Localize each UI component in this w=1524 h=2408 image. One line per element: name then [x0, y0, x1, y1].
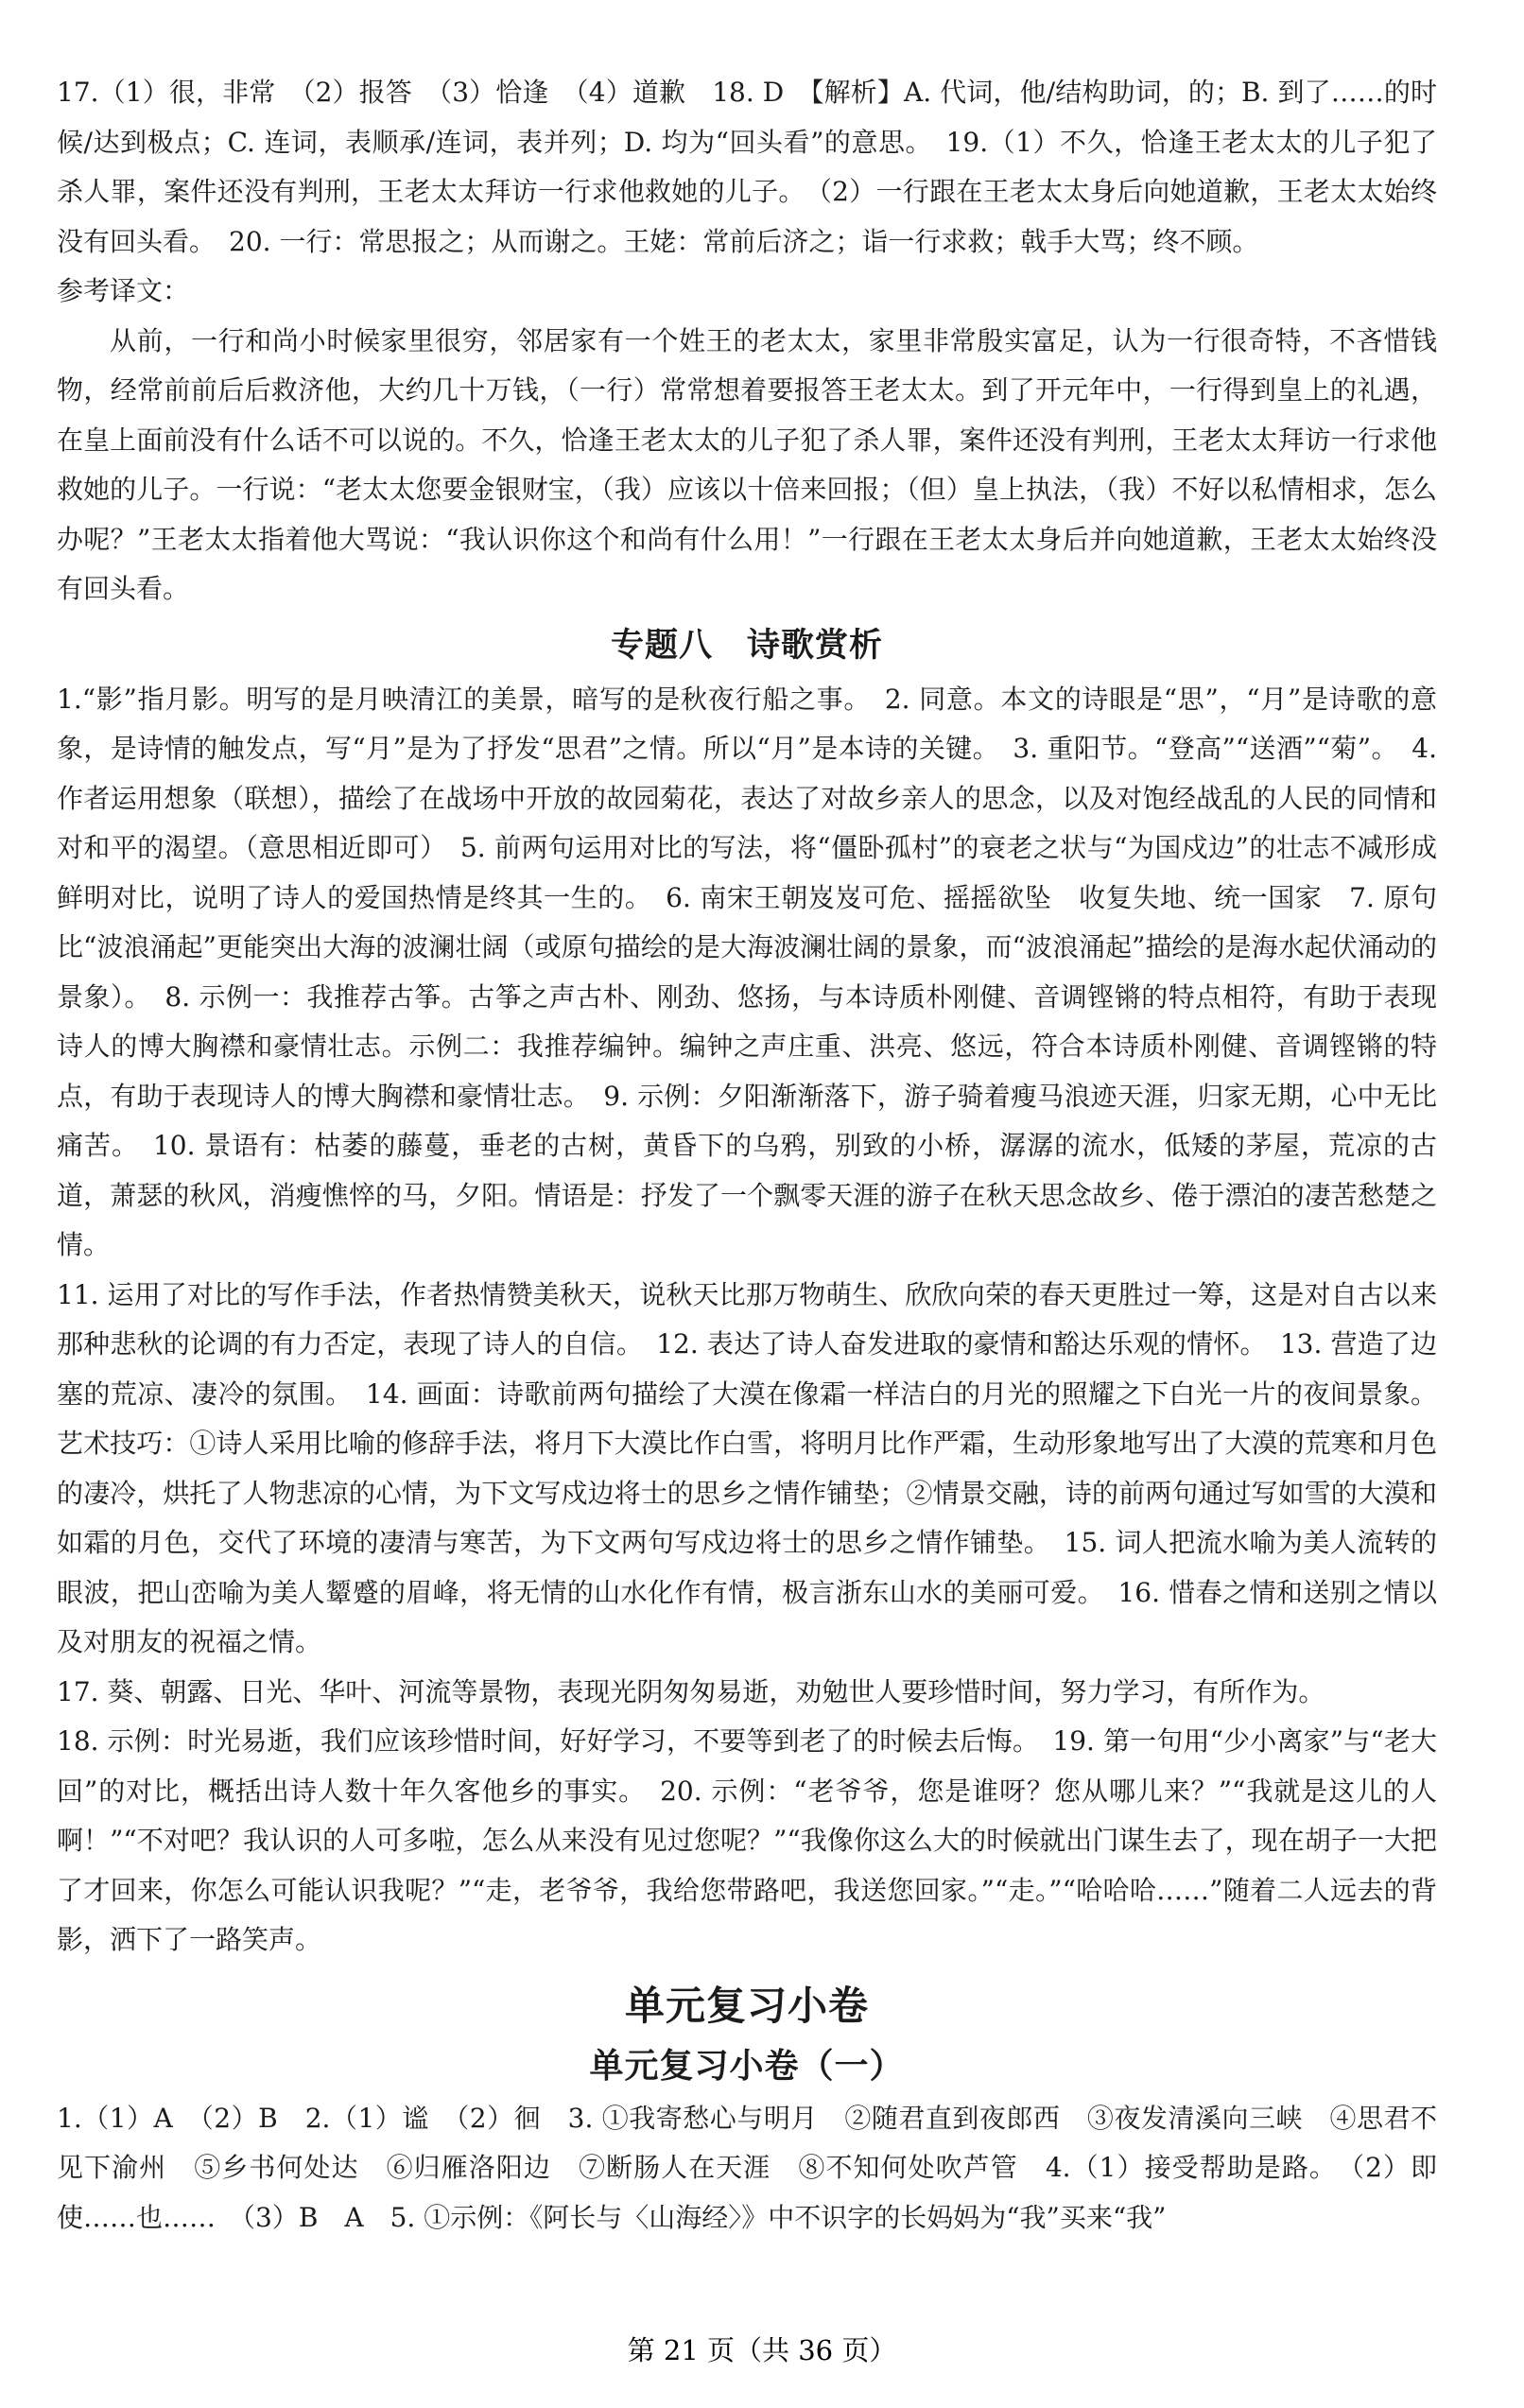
page-number: 第 21 页（共 36 页） [627, 2334, 897, 2366]
poetry-answers-18-20: 18. 示例：时光易逝，我们应该珍惜时间，好好学习，不要等到老了的时候去后悔。 19. 第一句用“少小离家”与“老大回”的对比，概括出诗人数十年久客他乡的事实。 20. 示例：“老爷爷，您是谁呀？您从哪儿来？”“我就是这儿的人啊！”“不对吧？我认识的人可多啦，怎么从来没有见过您呢？”“我像你这么大的时候就出门谋生去了，现在胡子一大把了才回来，你怎么可能认识我呢？”“走，老爷爷，我给您带路吧，我送您回家。”“走。”“哈哈哈……”随着二人远去的背影，洒下了一路笑声。 [57, 1725, 1437, 1955]
section-title-poetry: 专题八 诗歌赏析 [610, 626, 883, 665]
poetry-answers-11-16: 11. 运用了对比的写作手法，作者热情赞美秋天，说秋天比那万物萌生、欣欣向荣的春天更胜过一筹，这是对自古以来那种悲秋的论调的有力否定，表现了诗人的自信。 12. 表达了诗人奋发进取的豪情和豁达乐观的情怀。 13. 营造了边塞的荒凉、凄冷的氛围。 14. 画面：诗歌前两句描绘了大漠在像霜一样洁白的月光的照耀之下白光一片的夜间景象。艺术技巧：①诗人采用比喻的修辞手法，将月下大漠比作白雪，将明月比作严霜，生动形象地写出了大漠的荒寒和月色的凄冷，烘托了人物悲凉的心情，为下文写戍边将士的思乡之情作铺垫；②情景交融，诗的前两句通过写如雪的大漠和如霜的月色，交代了环境的凄清与寒苦，为下文两句写戍边将士的思乡之情作铺垫。 15. 词人把流水喻为美人流转的眼波，把山峦喻为美人颦蹙的眉峰，将无情的山水化作有情，极言浙东山水的美丽可爱。 16. 惜春之情和送别之情以及对朋友的祝福之情。 [57, 1278, 1437, 1657]
unit-review-answers: 1.（1）A （2）B 2.（1）谧 （2）徊 3. ①我寄愁心与明月 ②随君直到夜郎西 ③夜发清溪向三峡 ④思君不见下渝州 ⑤乡书何处达 ⑥归雁洛阳边 ⑦断肠人在天涯 ⑧不知何处吹芦管 4.（1）接受帮助是路。 （2）即使……也…… （3）B A 5. ①示例：《阿长与〈山海经〉》中不识字的长妈妈为“我”买来“我” [57, 2102, 1437, 2233]
answers-q17-20: 17.（1）很，非常 （2）报答 （3）恰逢 （4）道歉 18. D 【解析】A. 代词，他/结构助词，的；B. 到了……的时候/达到极点；C. 连词，表顺承/连词，表并列；D. 均为“回头看”的意思。 19.（1）不久，恰逢王老太太的儿子犯了杀人罪，案件还没有判刑，王老太太拜访一行求他救她的儿子。 （2）一行跟在王老太太身后向她道歉，王老太太始终没有回头看。 20. 一行：常思报之；从而谢之。王姥：常前后济之；诣一行求救；戟手大骂；终不顾。 [57, 77, 1437, 257]
unit-review-title: 单元复习小卷 [624, 1982, 869, 2029]
translation-label: 参考译文： [57, 275, 190, 306]
translation-body: 从前，一行和尚小时候家里很穷，邻居家有一个姓王的老太太，家里非常殷实富足，认为一行很奇特，不吝惜钱物，经常前前后后救济他，大约几十万钱，（一行）常常想着要报答王老太太。到了开元年中，一行得到皇上的礼遇，在皇上面前没有什么话不可以说的。不久，恰逢王老太太的儿子犯了杀人罪，案件还没有判刑，王老太太拜访一行求他救她的儿子。一行说：“老太太您要金银财宝，（我）应该以十倍来回报；（但）皇上执法，（我）不好以私情相求，怎么办呢？”王老太太指着他大骂说：“我认识你这个和尚有什么用！”一行跟在王老太太身后并向她道歉，王老太太始终没有回头看。 [57, 324, 1437, 604]
poetry-answers-17: 17. 葵、朝露、日光、华叶、河流等景物，表现光阴匆匆易逝，劝勉世人要珍惜时间，努力学习，有所作为。 [57, 1675, 1325, 1707]
unit-review-subtitle: 单元复习小卷（一） [589, 2046, 905, 2086]
poetry-answers-1-10: 1.“影”指月影。明写的是月映清江的美景，暗写的是秋夜行船之事。 2. 同意。本文的诗眼是“思”，“月”是诗歌的意象，是诗情的触发点，写“月”是为了抒发“思君”之情。所以“月”是本诗的关键。 3. 重阳节。“登高”“送酒”“菊”。 4. 作者运用想象（联想），描绘了在战场中开放的故园菊花，表达了对故乡亲人的思念，以及对饱经战乱的人民的同情和对和平的渴望。（意思相近即可） 5. 前两句运用对比的写法，将“僵卧孤村”的衰老之状与“为国戍边”的壮志不减形成鲜明对比，说明了诗人的爱国热情是终其一生的。 6. 南宋王朝岌岌可危、摇摇欲坠 收复失地、统一国家 7. 原句比“波浪涌起”更能突出大海的波澜壮阔（或原句描绘的是大海波澜壮阔的景象，而“波浪涌起”描绘的是海水起伏涌动的景象）。 8. 示例一：我推荐古筝。古筝之声古朴、刚劲、悠扬，与本诗质朴刚健、音调铿锵的特点相符，有助于表现诗人的博大胸襟和豪情壮志。示例二：我推荐编钟。编钟之声庄重、洪亮、悠远，符合本诗质朴刚健、音调铿锵的特点，有助于表现诗人的博大胸襟和豪情壮志。 9. 示例：夕阳渐渐落下，游子骑着瘦马浪迹天涯，归家无期，心中无比痛苦。 10. 景语有：枯萎的藤蔓，垂老的古树，黄昏下的乌鸦，别致的小桥，潺潺的流水，低矮的茅屋，荒凉的古道，萧瑟的秋风，消瘦憔悴的马，夕阳。情语是：抒发了一个飘零天涯的游子在秋天思念故乡、倦于漂泊的凄苦愁楚之情。 [57, 683, 1437, 1260]
